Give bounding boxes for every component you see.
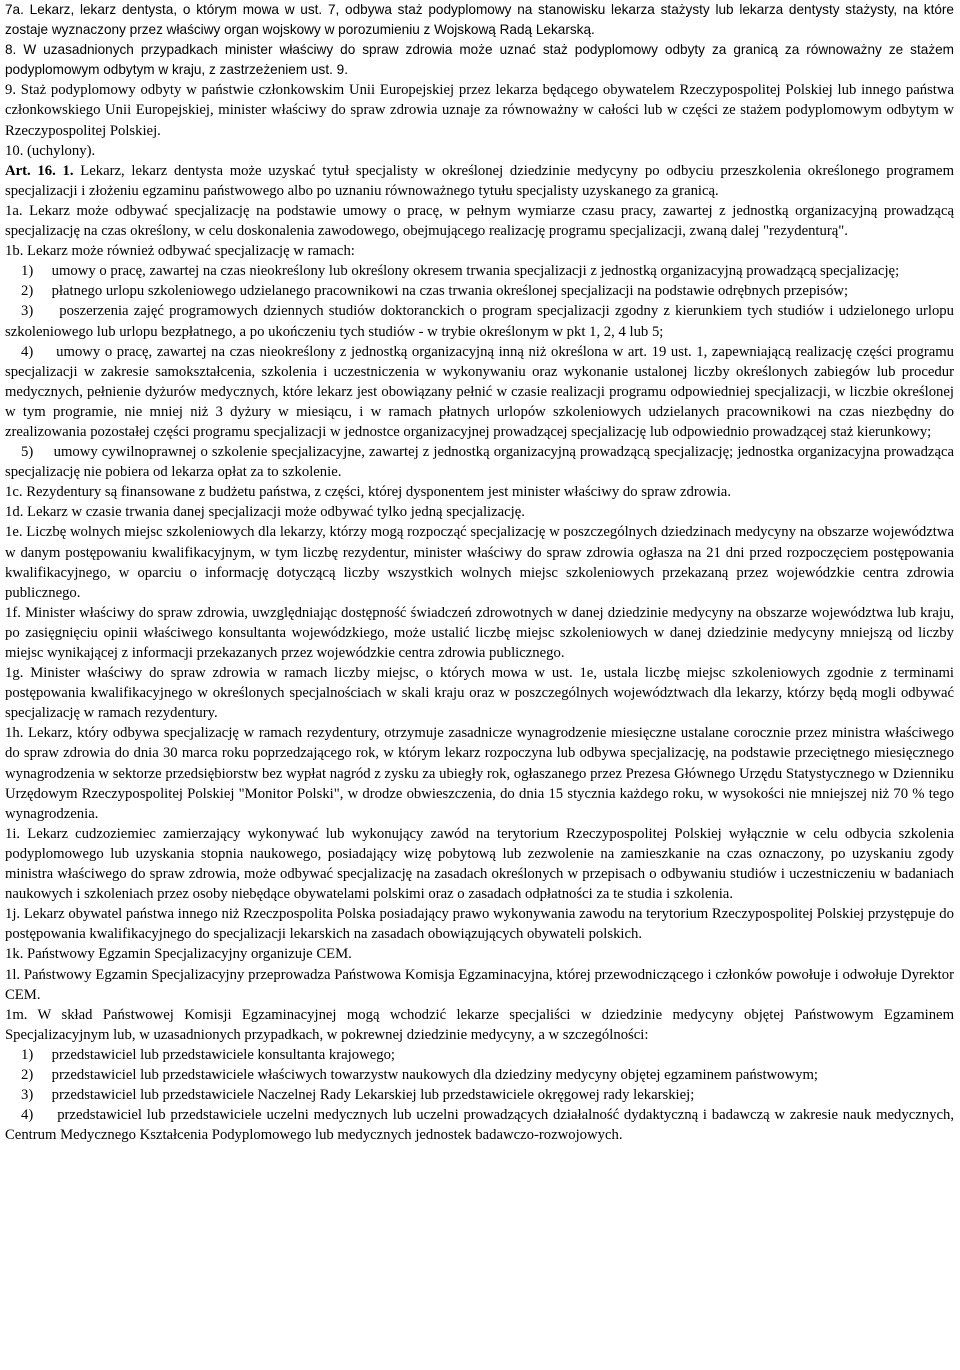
paragraph <box>5 201 958 241</box>
paragraph-text: 1) przedstawiciel lub przedstawiciele konsultanta krajowego; <box>21 1046 395 1063</box>
paragraph-text: 2) przedstawiciel lub przedstawiciele właściwych towarzystw naukowych dla dziedziny medycyny objętej egzaminem państwowym; <box>21 1066 818 1083</box>
paragraph-text: 1m. W skład Państwowej Komisji Egzaminacyjnej mogą wchodzić lekarze specjaliści w dziedzinie medycyny objętej Państwowym Egzaminem Specjalizacyjnym lub, w uzasadnionych przypadkach, w pokrewnej dziedzinie medycyny, a w szczególności: <box>5 1006 958 1043</box>
paragraph <box>5 40 958 80</box>
paragraph-text: 8. W uzasadnionych przypadkach minister właściwy do spraw zdrowia może uznać staż podyplomowy odbyty za granicą za równoważny ze stażem podyplomowym odbytym w kraju, z zastrzeżeniem ust. 9. <box>5 42 958 78</box>
paragraph-text: Lekarz, lekarz dentysta może uzyskać tytuł specjalisty w określonej dziedzinie medycyny po odbyciu przeszkolenia określonego programem specjalizacji i złożeniu egzaminu państwowego albo po uznaniu równoważnego tytułu specjalisty uzyskanego za granicą. <box>5 162 958 199</box>
paragraph <box>5 1005 958 1045</box>
paragraph-text: 1a. Lekarz może odbywać specjalizację na podstawie umowy o pracę, w pełnym wymiarze czasu pracy, zawartej z jednostką organizacyjną prowadzącą specjalizację na czas określony, w celu doskonalenia zawodowego, obejmującego realizację programu specjalizacji, zwaną dalej "rezydenturą". <box>5 202 958 240</box>
paragraph <box>5 141 954 161</box>
paragraph-text: 1f. Minister właściwy do spraw zdrowia, uwzględniając dostępność świadczeń zdrowotnych w danej dziedzinie medycyny na obszarze województwa lub kraju, po zasięgnięciu opinii właściwego konsultanta wojewódzkiego, może ustalić liczbę miejsc szkoleniowych w danej dziedzinie medycyny mniejszą od liczby miejsc wynikającej z informacji przekazanych przez wojewódzkie centra zdrowia publicznego. <box>5 604 958 661</box>
paragraph <box>5 80 958 140</box>
paragraph-text: 1b. Lekarz może również odbywać specjalizację w ramach: <box>5 243 355 260</box>
paragraph-text: 1i. Lekarz cudzoziemiec zamierzający wykonywać lub wykonujący zawód na terytorium Rzeczypospolitej Polskiej wyłącznie w celu odbycia szkolenia podyplomowego lub uzyskania stopnia naukowego, posiadający wizę pobytową lub zezwolenie na zamieszkanie na czas oznaczony, po uzyskaniu zgody ministra właściwego do spraw zdrowia, może odbywać specjalizację na zasadach określonych w przepisach o odbywaniu studiów i uczestniczeniu w badaniach naukowych i szkoleniach przez osoby niebędące obywatelami polskimi oraz o zasadach odpłatności za te studia i szkolenia. <box>5 825 958 903</box>
paragraph-text: 4) umowy o pracę, zawartej na czas nieokreślony z jednostką organizacyjną inną niż określona w art. 19 ust. 1, zapewniającą realizację części programu specjalizacji w zakresie samokształcenia, szkolenia i uczestniczenia w wykonywaniu oraz wykonanie ustalonej liczby określonych zabiegów lub procedur medycznych, pełnienie dyżurów medycznych, które lekarz jest obowiązany pełnić w czasie realizacji programu odpowiedniej specjalizacji, w liczbie określonej w tym programie, nie mniej niż 3 dyżury w miesiącu, i w ramach płatnych urlopów szkoleniowych udzielanych pracownikowi na czas niezbędny do zrealizowania pozostałej części programu specjalizacji w jednostce organizacyjnej prowadzącej specjalizację lub odpowiednio prowadzącej staż kierunkowy; <box>5 343 958 440</box>
article-heading: Art. 16. 1. <box>5 162 74 179</box>
list-item <box>5 301 958 341</box>
paragraph <box>5 0 958 40</box>
paragraph-text: 1c. Rezydentury są finansowane z budżetu państwa, z części, której dysponentem jest minister właściwy do spraw zdrowia. <box>5 484 731 501</box>
paragraph-text: 1d. Lekarz w czasie trwania danej specjalizacji może odbywać tylko jedną specjalizację. <box>5 504 525 521</box>
paragraph <box>5 965 958 1005</box>
list-item <box>5 261 954 281</box>
paragraph-text: 1h. Lekarz, który odbywa specjalizację w ramach rezydentury, otrzymuje zasadnicze wynagrodzenie miesięczne ustalane corocznie przez ministra właściwego do spraw zdrowia do dnia 30 marca roku poprzedzającego rok, w którym lekarz rozpoczyna lub odbywa specjalizację, na podstawie przeciętnego miesięcznego wynagrodzenia w sektorze przedsiębiorstw bez wypłat nagród z zysku za ubiegły rok, ogłaszanego przez Prezesa Głównego Urzędu Statystycznego w Dzienniku Urzędowym Rzeczypospolitej Polskiej "Monitor Polski", w drodze obwieszczenia, do dnia 15 stycznia każdego roku, w wysokości nie mniejszej niż 70 % tego wynagrodzenia. <box>5 725 958 822</box>
list-item <box>5 1105 958 1145</box>
paragraph-text: 1l. Państwowy Egzamin Specjalizacyjny przeprowadza Państwowa Komisja Egzaminacyjna, której przewodniczącego i członków powołuje i odwołuje Dyrektor CEM. <box>5 966 958 1003</box>
paragraph <box>5 824 958 904</box>
paragraph-text: 4) przedstawiciel lub przedstawiciele uczelni medycznych lub uczelni prowadzących działalność dydaktyczną i badawczą w zakresie nauk medycznych, Centrum Medycznego Kształcenia Podyplomowego lub medycznych jednostek badawczo-rozwojowych. <box>5 1107 958 1144</box>
paragraph-text: 5) umowy cywilnoprawnej o szkolenie specjalizacyjne, zawartej z jednostką organizacyjną prowadzącą specjalizację; jednostka organizacyjna prowadząca specjalizację nie pobiera od lekarza opłat za to szkolenie. <box>5 444 958 481</box>
list-item <box>5 1045 954 1065</box>
paragraph-text: 1g. Minister właściwy do spraw zdrowia w ramach liczby miejsc, o których mowa w ust. 1e, ustala liczbę miejsc szkoleniowych zgodnie z terminami postępowania kwalifikacyjnego w określonych specjalnościach w skali kraju oraz w poszczególnych województwach dla lekarzy, którzy będą mogli odbywać specjalizację w ramach rezydentury. <box>5 665 958 722</box>
paragraph-text: 10. (uchylony). <box>5 142 96 159</box>
paragraph <box>5 663 958 723</box>
paragraph-text: 3) poszerzenia zajęć programowych dziennych studiów doktoranckich o program specjalizacji zgodny z kierunkiem tych studiów i udzielonego urlopu szkoleniowego lub urlopu bezpłatnego, a po ukończeniu tych studiów - w trybie określonym w pkt 1, 2, 4 lub 5; <box>5 303 958 340</box>
paragraph <box>5 241 954 261</box>
paragraph-text: 7a. Lekarz, lekarz dentysta, o którym mowa w ust. 7, odbywa staż podyplomowy na stanowisku lekarza stażysty lub lekarza dentysty stażysty, na które zostaje wyznaczony przez właściwy organ wojskowy w porozumieniu z Wojskową Radą Lekarską. <box>5 2 958 38</box>
list-item <box>5 342 958 442</box>
paragraph <box>5 723 958 823</box>
paragraph-text: 1e. Liczbę wolnych miejsc szkoleniowych dla lekarzy, którzy mogą rozpocząć specjalizację w poszczególnych dziedzinach medycyny na obszarze województwa w danym postępowaniu kwalifikacyjnym, w tym liczbę rezydentur, minister właściwy do spraw zdrowia ogłasza na 21 dni przed rozpoczęciem postępowania kwalifikacyjnego, w oparciu o informację dotyczącą liczby wszystkich wolnych miejsc szkoleniowych przekazaną przez wojewódzkie centra zdrowia publicznego. <box>5 524 958 601</box>
paragraph-text: 1k. Państwowy Egzamin Specjalizacyjny organizuje CEM. <box>5 946 352 963</box>
paragraph <box>5 904 958 944</box>
list-item <box>5 442 958 482</box>
paragraph-text: 1j. Lekarz obywatel państwa innego niż Rzeczpospolita Polska posiadający prawo wykonywania zawodu na terytorium Rzeczypospolitej Polskiej przystępuje do postępowania kwalifikacyjnego do specjalizacji lekarskich na zasadach obowiązujących obywateli polskich. <box>5 906 958 943</box>
paragraph-text: 3) przedstawiciel lub przedstawiciele Naczelnej Rady Lekarskiej lub przedstawiciele okręgowej rady lekarskiej; <box>21 1087 695 1104</box>
paragraph <box>5 522 958 602</box>
paragraph-text: 2) płatnego urlopu szkoleniowego udzielanego pracownikowi na czas trwania określonej specjalizacji na podstawie odrębnych przepisów; <box>21 283 849 300</box>
paragraph-text: 9. Staż podyplomowy odbyty w państwie członkowskim Unii Europejskiej przez lekarza będącego obywatelem Rzeczypospolitej Polskiej lub innego państwa członkowskiego Unii Europejskiej, minister właściwy do spraw zdrowia uznaje za równoważny w całości lub w części ze stażem podyplomowym odbytym w Rzeczypospolitej Polskiej. <box>5 82 958 139</box>
paragraph <box>5 161 958 201</box>
list-item <box>5 1065 954 1085</box>
list-item <box>5 1085 954 1105</box>
paragraph <box>5 603 958 663</box>
paragraph <box>5 482 954 502</box>
paragraph <box>5 502 954 522</box>
list-item <box>5 281 954 301</box>
paragraph-text: 1) umowy o pracę, zawartej na czas nieokreślony lub określony okresem trwania specjalizacji z jednostką organizacyjną prowadzącą specjalizację; <box>21 263 900 280</box>
paragraph <box>5 944 954 964</box>
